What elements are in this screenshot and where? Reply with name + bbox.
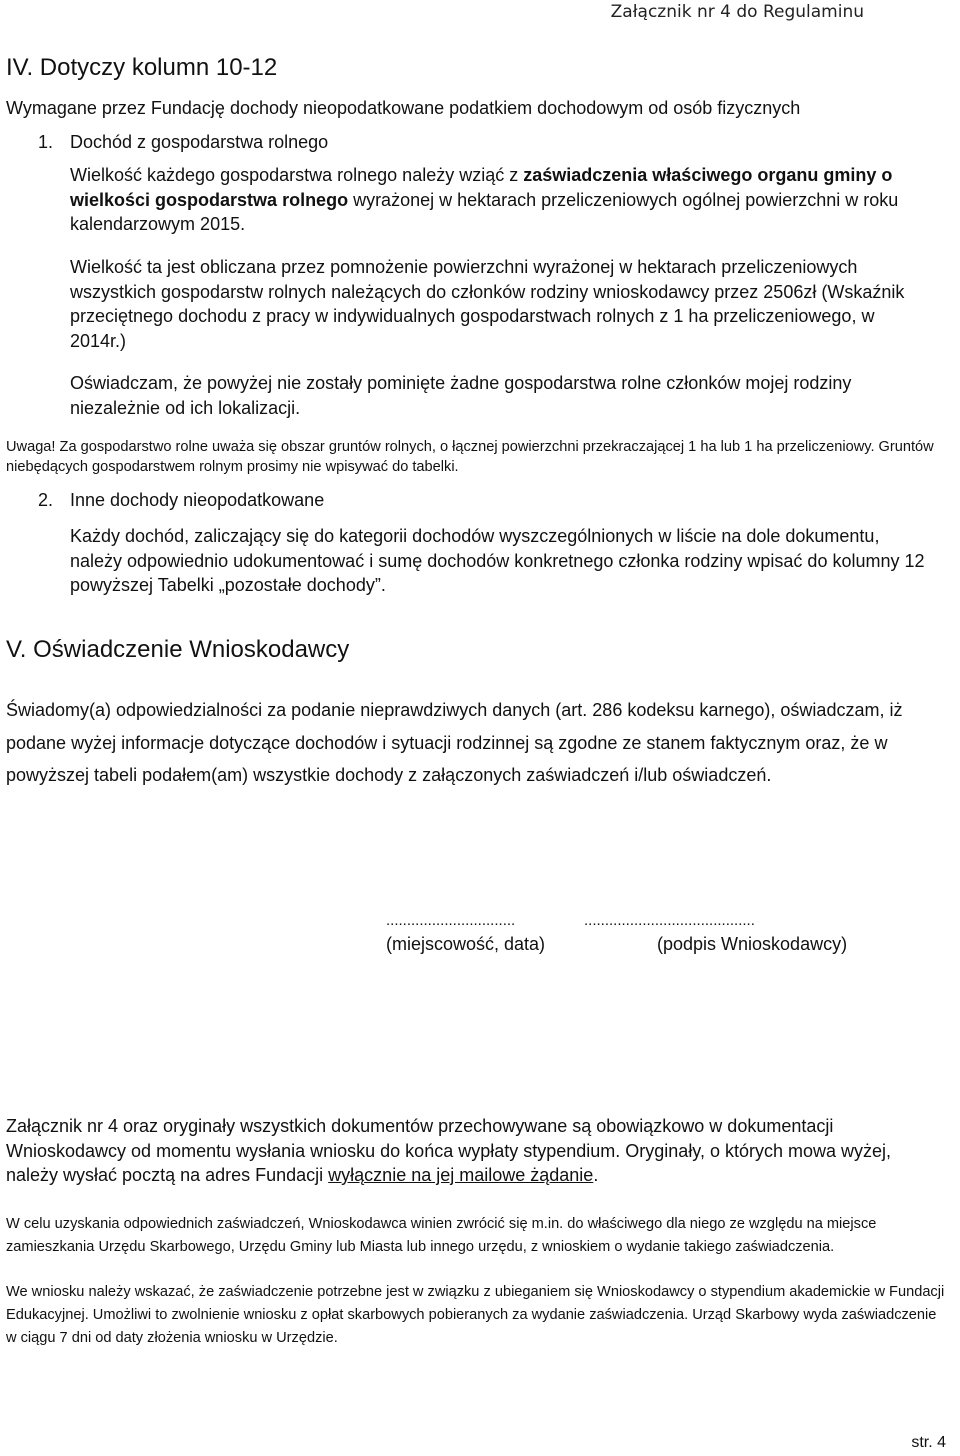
item-1-number: 1. xyxy=(38,132,54,152)
farm-income-calculation-paragraph: Wielkość ta jest obliczana przez pomnożenie powierzchni wyrażonej w hektarach przeliczeniowych wszystkich gospodarstw rolnych należących do członków rodziny wnioskodawcy przez 2506zł (Wskaźnik przeciętnego dochodu z pracy w indywidualnych gospodarstwach rolnych z 1 ha przeliczeniowego, w 2014r.) xyxy=(70,257,905,351)
section-iv-heading: IV. Dotyczy kolumn 10-12 xyxy=(6,54,278,81)
retention-text-start: Załącznik nr 4 oraz oryginały wszystkich dokumentów przechowywane są obowiązkowo w dokumentacji Wnioskodawcy od momentu wysłania wniosku do końca wypłaty stypendium. Oryginały, o których mowa wyżej, należy wysłać pocztą na adres Fundacji xyxy=(6,1116,892,1185)
item-2-number: 2. xyxy=(38,490,54,510)
section-v-heading: V. Oświadczenie Wnioskodawcy xyxy=(6,636,350,663)
item-2-title: Inne dochody nieopodatkowane xyxy=(70,490,325,510)
certificate-request-paragraph: W celu uzyskania odpowiednich zaświadczeń, Wnioskodawca winien zwrócić się m.in. do właściwego dla niego ze względu na miejsce zamieszkania Urzędu Skarbowego, Urzędu Gminy lub Miasta lub innego urzędu, z wnioskiem o wydanie takiego zaświadczenia. xyxy=(6,1216,877,1255)
email-request-only-emphasis: wyłącznie na jej mailowe żądanie xyxy=(328,1165,594,1185)
page-number: str. 4 xyxy=(911,1434,946,1451)
attachment-header-note: Załącznik nr 4 do Regulaminu xyxy=(610,2,864,22)
place-date-dotted-line: ............................... xyxy=(386,912,516,929)
document-retention-paragraph xyxy=(6,1114,936,1188)
farm-size-text-start: Wielkość każdego gospodarstwa rolnego należy wziąć z xyxy=(70,165,524,185)
place-date-label: (miejscowość, data) xyxy=(386,934,546,954)
farm-size-paragraph xyxy=(70,163,950,237)
retention-text-end: . xyxy=(593,1165,599,1185)
item-1-title: Dochód z gospodarstwa rolnego xyxy=(70,132,329,152)
farm-size-text-end: wyrażonej w hektarach przeliczeniowych ogólnej powierzchni w roku kalendarzowym 2015. xyxy=(70,189,899,234)
signature-label: (podpis Wnioskodawcy) xyxy=(657,934,848,954)
applicant-declaration: Świadomy(a) odpowiedzialności za podanie nieprawdziwych danych (art. 286 kodeksu karnego), oświadczam, iż podane wyżej informacje dotyczące dochodów i sytuacji rodzinnej są zgodne ze stanem faktycznym oraz, że w powyższej tabeli podałem(am) wszystkie dochody z załączonych zaświadczeń i/lub oświadczeń. xyxy=(6,700,903,785)
farm-declaration-paragraph: Oświadczam, że powyżej nie zostały pominięte żadne gospodarstwa rolne członków mojej rodziny niezależnie od ich lokalizacji. xyxy=(70,373,852,418)
section-iv-intro: Wymagane przez Fundację dochody nieopodatkowane podatkiem dochodowym od osób fizycznych xyxy=(6,98,801,118)
signature-dotted-line: ......................................... xyxy=(584,912,755,929)
farm-note: Uwaga! Za gospodarstwo rolne uważa się obszar gruntów rolnych, o łącznej powierzchni przekraczającej 1 ha lub 1 ha przeliczeniowy. Gruntów niebędących gospodarstwem rolnym prosimy nie wpisywać do tabelki. xyxy=(6,439,934,475)
tax-office-paragraph: We wniosku należy wskazać, że zaświadczenie potrzebne jest w związku z ubieganiem się Wnioskodawcy o stypendium akademickie w Fundacji Edukacyjnej. Umożliwi to zwolnienie wniosku z opłat skarbowych pobieranych za wydanie zaświadczenia. Urząd Skarbowy wyda zaświadczenie w ciągu 7 dni od daty złożenia wniosku w Urzędzie. xyxy=(6,1284,945,1346)
farm-size-certificate-emphasis: zaświadczenia właściwego organu gminy o wielkości gospodarstwa rolnego xyxy=(70,165,893,210)
other-income-paragraph: Każdy dochód, zaliczający się do kategorii dochodów wyszczególnionych w liście na dole dokumentu, należy odpowiednio udokumentować i sumę dochodów konkretnego członka rodziny wpisać do kolumny 12 powyższej Tabelki „pozostałe dochody”. xyxy=(70,526,925,595)
